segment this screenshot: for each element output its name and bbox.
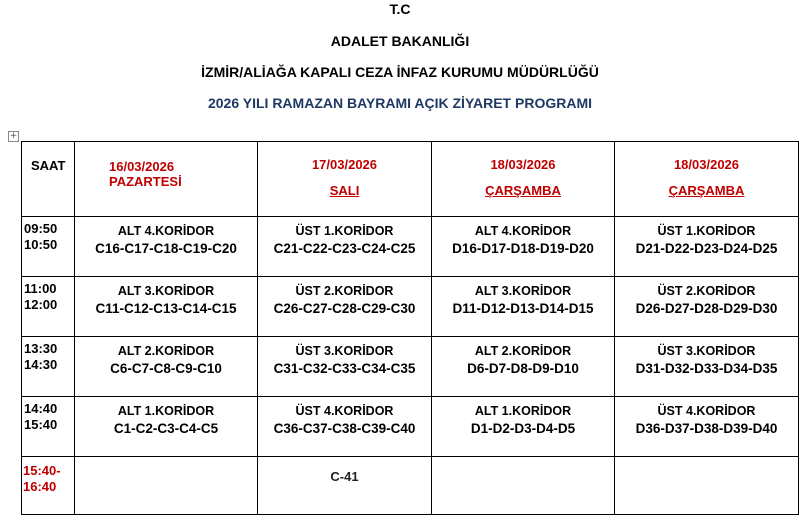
table-header-row: [22, 142, 799, 217]
room-list: D26-D27-D28-D29-D30: [635, 301, 778, 316]
schedule-cell: [258, 337, 432, 397]
schedule-cell: [432, 397, 615, 457]
corridor-label: ALT 1.KORİDOR: [474, 404, 572, 418]
time-start: 11:00: [24, 281, 57, 296]
day-date: 18/03/2026: [673, 157, 740, 172]
visit-schedule-table: [21, 141, 799, 515]
schedule-cell: [432, 217, 615, 277]
corridor-label: ALT 2.KORİDOR: [117, 344, 215, 358]
day-header-4: [615, 142, 799, 217]
schedule-cell: [75, 397, 258, 457]
day-date: 16/03/2026: [109, 159, 175, 174]
room-list: C26-C27-C28-C29-C30: [273, 301, 416, 316]
corridor-label: ÜST 4.KORİDOR: [295, 404, 394, 418]
corridor-label: ALT 4.KORİDOR: [474, 224, 572, 238]
corridor-label: ALT 3.KORİDOR: [474, 284, 572, 298]
schedule-cell: [258, 277, 432, 337]
table-row: [22, 397, 799, 457]
table-row: [22, 277, 799, 337]
schedule-cell: [432, 337, 615, 397]
day-date: 18/03/2026: [490, 157, 556, 172]
room-list: C36-C37-C38-C39-C40: [273, 421, 416, 436]
corridor-label: ÜST 2.KORİDOR: [295, 284, 394, 298]
room-list: C1-C2-C3-C4-C5: [113, 421, 219, 436]
room-list: C11-C12-C13-C14-C15: [95, 301, 237, 316]
day-header-3: [432, 142, 615, 217]
header-institution: İZMİR/ALİAĞA KAPALI CEZA İNFAZ KURUMU MÜDÜRLÜĞÜ: [201, 64, 599, 80]
time-end: 14:30: [24, 357, 58, 372]
corridor-label: ALT 1.KORİDOR: [117, 404, 215, 418]
header-tc: T.C: [389, 1, 411, 17]
header-program-title: 2026 YILI RAMAZAN BAYRAMI AÇIK ZİYARET PROGRAMI: [207, 95, 592, 111]
schedule-cell: [75, 217, 258, 277]
time-slot: [22, 397, 75, 457]
corridor-label: ÜST 1.KORİDOR: [295, 224, 394, 238]
room-list: C6-C7-C8-C9-C10: [110, 361, 222, 376]
day-date: 17/03/2026: [311, 157, 378, 172]
saat-header: SAAT: [22, 142, 75, 217]
time-slot: [22, 457, 75, 515]
corridor-label: ÜST 4.KORİDOR: [657, 404, 756, 418]
time-end: 16:40: [23, 479, 57, 494]
room-list: D11-D12-D13-D14-D15: [452, 301, 594, 316]
time-start: 09:50: [24, 221, 58, 236]
table-row: [22, 337, 799, 397]
day-name: ÇARŞAMBA: [485, 183, 561, 198]
table-row: [22, 217, 799, 277]
time-slot: [22, 337, 75, 397]
time-end: 10:50: [24, 237, 58, 252]
schedule-cell-empty: [615, 457, 799, 515]
schedule-cell: [258, 397, 432, 457]
room-list: C-41: [330, 469, 359, 484]
room-list: D21-D22-D23-D24-D25: [635, 241, 778, 256]
table-row: [22, 457, 799, 515]
room-list: D36-D37-D38-D39-D40: [635, 421, 778, 436]
corridor-label: ÜST 1.KORİDOR: [657, 224, 756, 238]
time-end: 15:40: [24, 417, 58, 432]
day-name: SALI: [329, 183, 360, 198]
move-cross-icon[interactable]: +: [9, 131, 18, 141]
schedule-cell: [615, 397, 799, 457]
corridor-label: ÜST 3.KORİDOR: [295, 344, 394, 358]
schedule-cell: [615, 217, 799, 277]
corridor-label: ÜST 2.KORİDOR: [657, 284, 756, 298]
room-list: D1-D2-D3-D4-D5: [470, 421, 576, 436]
room-list: C31-C32-C33-C34-C35: [273, 361, 416, 376]
corridor-label: ALT 3.KORİDOR: [117, 284, 215, 298]
room-list: D31-D32-D33-D34-D35: [635, 361, 778, 376]
schedule-cell-empty: [432, 457, 615, 515]
schedule-cell-empty: [75, 457, 258, 515]
schedule-cell: [75, 277, 258, 337]
time-slot: [22, 217, 75, 277]
header-ministry: ADALET BAKANLIĞI: [330, 33, 470, 49]
day-header-2: [258, 142, 432, 217]
room-list: D16-D17-D18-D19-D20: [452, 241, 594, 256]
day-name: PAZARTESİ: [109, 174, 182, 189]
time-end: 12:00: [24, 297, 58, 312]
time-slot: [22, 277, 75, 337]
schedule-cell: [615, 277, 799, 337]
day-name: ÇARŞAMBA: [668, 183, 745, 198]
schedule-cell: [615, 337, 799, 397]
room-list: C21-C22-C23-C24-C25: [273, 241, 416, 256]
corridor-label: ALT 4.KORİDOR: [117, 224, 215, 238]
day-header-1: [75, 142, 258, 217]
room-list: C16-C17-C18-C19-C20: [95, 241, 237, 256]
time-start: 14:40: [24, 401, 58, 416]
time-start: 15:40-: [23, 463, 61, 478]
schedule-cell: [432, 277, 615, 337]
corridor-label: ÜST 3.KORİDOR: [657, 344, 756, 358]
room-list: D6-D7-D8-D9-D10: [467, 361, 579, 376]
schedule-cell: [258, 217, 432, 277]
schedule-cell: [75, 337, 258, 397]
schedule-cell: [258, 457, 432, 515]
corridor-label: ALT 2.KORİDOR: [474, 344, 572, 358]
time-start: 13:30: [24, 341, 58, 356]
